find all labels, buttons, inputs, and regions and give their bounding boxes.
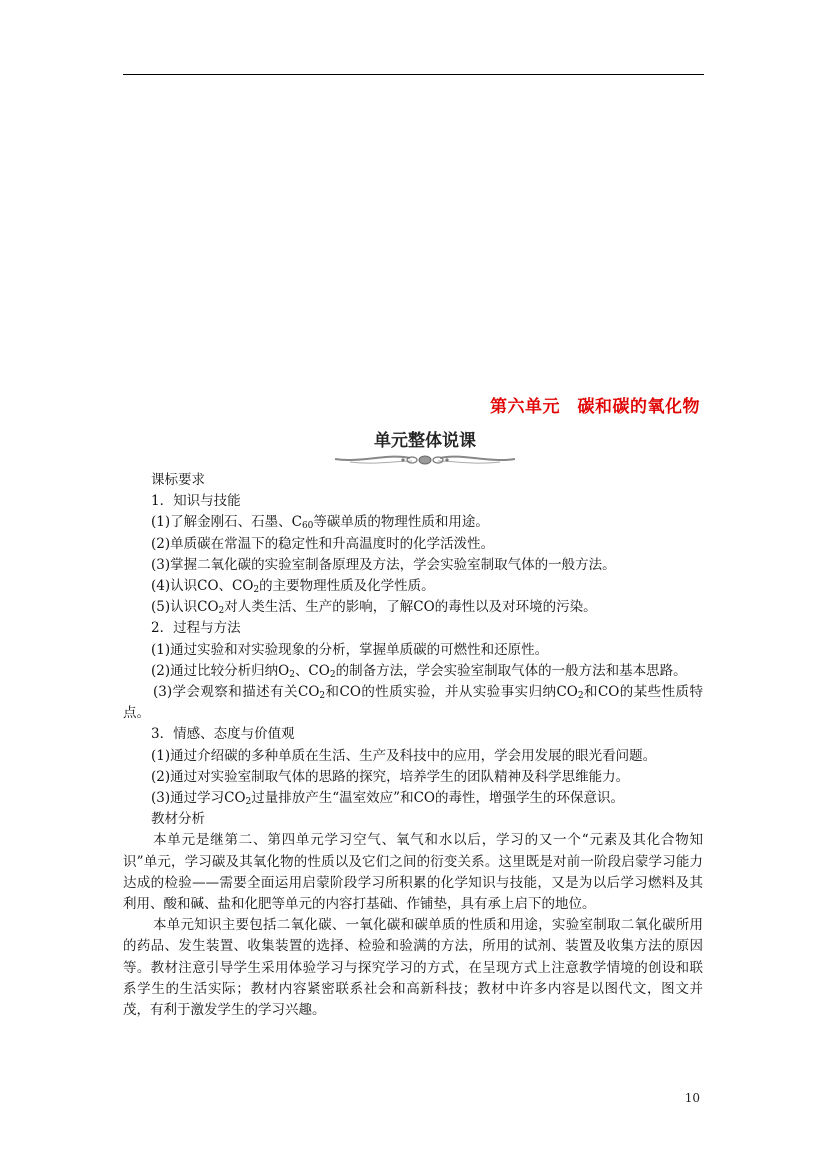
list-item: (2)通过比较分析归纳$O_2$、$CO_2$的制备方法，学会实验室制取气体的一般方法和基本思路。 bbox=[151, 662, 687, 680]
paragraph: 本单元是继第二、第四单元学习空气、氧气和水以后，学习的又一个“元素及其化合物知识”单元，学习碳及其氧化物的性质以及它们之间的衍变关系。这里既是对前一阶段启蒙学习能力达成的检验——需要全面运用启蒙阶段学习所积累的化学知识与技能，又是为以后学习燃料及其利用、酸和碱、盐和化肥等单元的内容打基础、作铺垫，具有承上启下的地位。 bbox=[123, 832, 703, 913]
heading-textbook-analysis: 教材分析 bbox=[151, 811, 205, 828]
list-item: (2)单质碳在常温下的稳定性和升高温度时的化学活泼性。 bbox=[151, 535, 495, 552]
list-item: (2)通过对实验室制取气体的思路的探究，培养学生的团队精神及科学思维能力。 bbox=[151, 768, 630, 785]
heading-curriculum-requirements: 课标要求 bbox=[151, 472, 205, 488]
list-item: (4)认识CO、$CO_2$的主要物理性质及化学性质。 bbox=[151, 578, 435, 596]
ornament-divider bbox=[330, 449, 520, 469]
list-item: (1)通过介绍碳的多种单质在生活、生产及科技中的应用，学会用发展的眼光看问题。 bbox=[151, 747, 657, 764]
list-item: (3)学会观察和描述有关$CO_2$和CO的性质实验，并从实验事实归纳$CO_2$和CO的某些性质特点。 bbox=[123, 684, 703, 722]
list-item: (1)了解金刚石、石墨、$C_{60}$等碳单质的物理性质和用途。 bbox=[151, 514, 489, 532]
unit-title: 第六单元 碳和碳的氧化物 bbox=[490, 397, 700, 417]
list-item: (1)通过实验和对实验现象的分析，掌握单质碳的可燃性和还原性。 bbox=[151, 641, 549, 658]
list-item: (5)认识$CO_2$对人类生活、生产的影响，了解CO的毒性以及对环境的污染。 bbox=[151, 599, 597, 617]
list-item: (3)掌握二氧化碳的实验室制备原理及方法，学会实验室制取气体的一般方法。 bbox=[151, 556, 616, 573]
heading-emotions-values: 3．情感、态度与价值观 bbox=[151, 726, 295, 743]
heading-process-methods: 2．过程与方法 bbox=[151, 620, 241, 637]
list-item: (3)通过学习$CO_2$过量排放产生“温室效应”和CO的毒性，增强学生的环保意识。 bbox=[151, 790, 624, 808]
page-number: 10 bbox=[684, 1091, 700, 1105]
section-banner bbox=[320, 426, 530, 472]
body-text bbox=[123, 470, 703, 1021]
section-heading: 单元整体说课 bbox=[374, 431, 476, 451]
heading-knowledge-skills: 1．知识与技能 bbox=[151, 493, 241, 510]
paragraph: 本单元知识主要包括二氧化碳、一氧化碳和碳单质的性质和用途，实验室制取二氧化碳所用的药品、发生装置、收集装置的选择、检验和验满的方法，所用的试剂、装置及收集方法的原因等。教材注意引导学生采用体验学习与探究学习的方式，在呈现方式上注意教学情境的创设和联系学生的生活实际；教材内容紧密联系社会和高新科技；教材中许多内容是以图代文，图文并茂，有利于激发学生的学习兴趣。 bbox=[123, 917, 703, 1019]
header-rule bbox=[123, 74, 704, 75]
